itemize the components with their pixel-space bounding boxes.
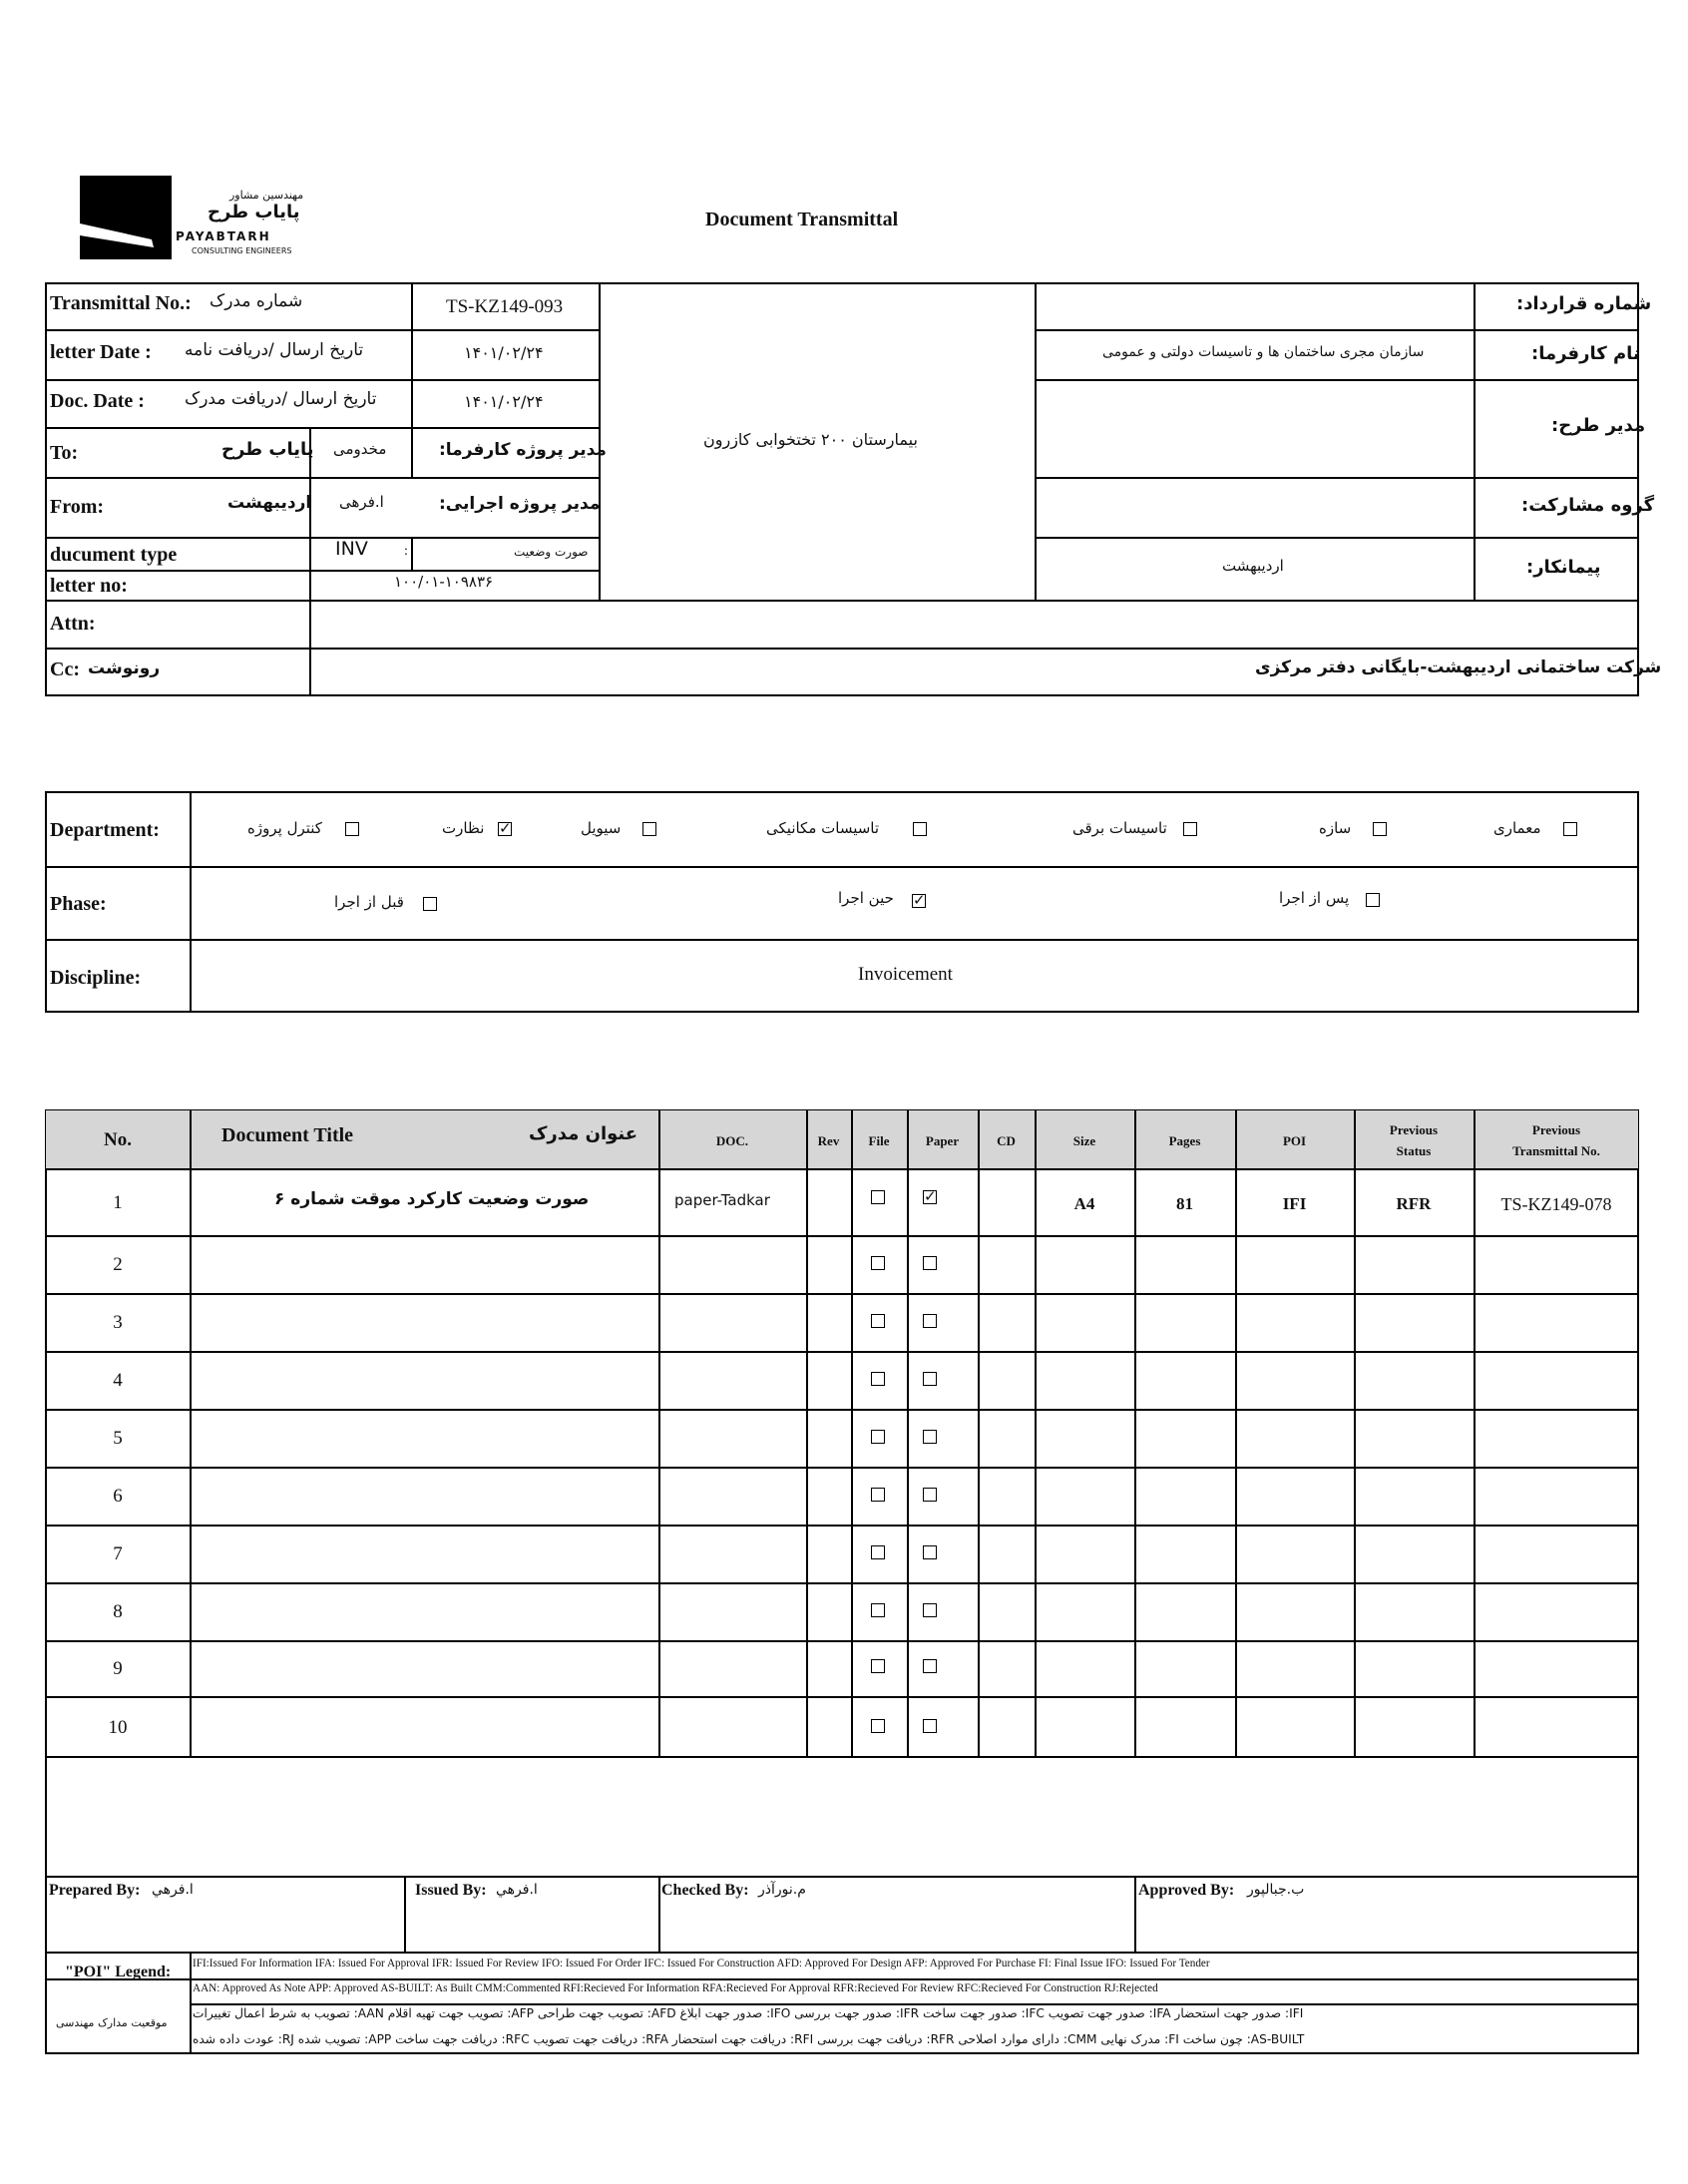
row-paper-checkbox[interactable] <box>923 1719 937 1733</box>
col-header-poi: POI <box>1282 1133 1307 1148</box>
from-label: From: <box>50 496 105 518</box>
to-label: To: <box>50 442 79 464</box>
checked-by-value: م.نورآذر <box>758 1882 806 1898</box>
dept-option-label: سازه <box>1319 819 1352 837</box>
col-header-paper: Paper <box>925 1133 960 1148</box>
dept-option-label: نظارت <box>442 819 485 837</box>
col-header-title-fa: عنوان مدرک <box>529 1123 638 1144</box>
client-label: نام کارفرما: <box>1531 343 1640 364</box>
row-paper-checkbox[interactable] <box>923 1190 937 1204</box>
dept-civil-checkbox[interactable] <box>642 822 656 836</box>
partnership-label: گروه مشارکت: <box>1521 495 1655 516</box>
transmittal-label: Transmittal No.: <box>50 292 192 314</box>
col-header-no: No. <box>104 1129 132 1150</box>
cc-label-fa: رونوشت <box>88 658 161 678</box>
legend-line-1: IFI:Issued For Information IFA: Issued For Approval IFR: Issued For Review IFO: Issued For Order IFC: Issued For Construction AFD: Approved For Design AFP: Approved For Purchase FI: Final Issue IFO: Issued For Tender <box>193 1958 1210 1969</box>
project-name: بیمارستان ۲۰۰ تختخوابی کازرون <box>703 430 918 449</box>
row-file-checkbox[interactable] <box>871 1488 885 1502</box>
transmittal-label-fa: شماره مدرک <box>210 291 303 311</box>
contractor-value: اردیبهشت <box>1222 557 1284 575</box>
doc-date-label-fa: تاریخ ارسال /دریافت مدرک <box>185 389 377 409</box>
row-number: 10 <box>108 1717 128 1738</box>
row-number: 4 <box>113 1370 123 1391</box>
letter-date-label-fa: تاریخ ارسال /دریافت نامه <box>185 340 364 360</box>
legend-fa-line-1: IFI: صدور جهت استحضار IFA: صدور جهت تصویب IFC: صدور جهت ساخت IFR: صدور جهت بررسی IFO: صدور جهت ابلاغ AFD: تصویب جهت طراحی AFP: تصویب جهت تهیه اقلام AAN: تصویب به شرط اعمال تغییرات <box>193 2006 1304 2020</box>
row-title: صورت وضعیت کارکرد موقت شماره ۶ <box>274 1189 590 1209</box>
to-value: پایاب طرح <box>221 439 314 460</box>
letter-no-value: ۱۰۰/۰۱-۱۰۹۸۳۶ <box>394 573 494 591</box>
dept-architecture-checkbox[interactable] <box>1563 822 1577 836</box>
col-header-title-en: Document Title <box>221 1124 354 1146</box>
col-header-pages: Pages <box>1168 1133 1201 1148</box>
row-poi: IFI <box>1282 1194 1307 1213</box>
doc-type-value: INV <box>335 538 368 560</box>
doc-type-label: ducument type <box>50 544 178 566</box>
letter-date: ۱۴۰۱/۰۲/۲۴ <box>464 343 544 362</box>
contractor-label: پیمانکار: <box>1526 557 1601 578</box>
phase-during-execution-checkbox[interactable] <box>912 894 926 908</box>
prepared-by-label: Prepared By: <box>49 1882 141 1899</box>
dept-option-label: سیویل <box>581 819 622 837</box>
row-paper-checkbox[interactable] <box>923 1488 937 1502</box>
row-file-checkbox[interactable] <box>871 1545 885 1559</box>
col-header-doc: DOC. <box>715 1133 749 1148</box>
dept-option-label: کنترل پروژه <box>247 819 322 837</box>
row-number: 8 <box>113 1601 123 1622</box>
discipline-value: Invoicement <box>858 964 953 985</box>
row-paper-checkbox[interactable] <box>923 1372 937 1386</box>
logo-fa-name: پایاب طرح <box>208 202 300 222</box>
legend-fa-label: موقعیت مدارک مهندسی <box>56 2016 168 2029</box>
approved-by-label: Approved By: <box>1138 1882 1235 1899</box>
issued-by-label: Issued By: <box>415 1882 487 1899</box>
row-file-checkbox[interactable] <box>871 1603 885 1617</box>
phase-option-label: حین اجرا <box>838 889 894 907</box>
approved-by-value: ب.جبالپور <box>1247 1882 1305 1898</box>
attn-label: Attn: <box>50 613 96 635</box>
row-doc: paper-Tadkar <box>674 1191 770 1209</box>
logo-mark-icon <box>80 176 172 259</box>
cc-value: شرکت ساختمانی اردیبهشت-بایگانی دفتر مرکزی <box>1255 657 1662 677</box>
doc-date: ۱۴۰۱/۰۲/۲۴ <box>464 392 544 411</box>
phase-pre-execution-checkbox[interactable] <box>423 897 437 911</box>
col-header-cd: CD <box>997 1133 1016 1148</box>
from-person: ا.فرهی <box>339 493 384 511</box>
row-file-checkbox[interactable] <box>871 1190 885 1204</box>
phase-post-execution-checkbox[interactable] <box>1366 893 1380 907</box>
dept-option-label: معماری <box>1493 819 1541 837</box>
client-pm-label: مدیر پروژه کارفرما: <box>439 440 607 460</box>
logo-sub: CONSULTING ENGINEERS <box>192 246 292 255</box>
letter-date-label: letter Date : <box>50 341 152 363</box>
row-prev-status: RFR <box>1396 1194 1432 1213</box>
prepared-by-value: ا.فرهي <box>152 1882 194 1898</box>
phase-label: Phase: <box>50 893 107 915</box>
phase-option-label: قبل از اجرا <box>334 893 404 911</box>
col-header-prev-transmittal: Transmittal No. <box>1512 1143 1600 1158</box>
issued-by-value: ا.فرهي <box>496 1882 538 1898</box>
dept-option-label: تاسیسات برقی <box>1072 819 1167 837</box>
col-header-prev-transmittal: Previous <box>1531 1122 1581 1137</box>
dept-electrical-checkbox[interactable] <box>1183 822 1197 836</box>
dept-project-control-checkbox[interactable] <box>345 822 359 836</box>
col-header-file: File <box>868 1133 890 1148</box>
dept-supervision-checkbox[interactable] <box>498 822 512 836</box>
checked-by-label: Checked By: <box>661 1882 749 1899</box>
dept-structure-checkbox[interactable] <box>1373 822 1387 836</box>
logo-fa-small: مهندسین مشاور <box>229 189 304 202</box>
doc-date-label: Doc. Date : <box>50 390 145 412</box>
row-number: 1 <box>113 1192 123 1213</box>
department-label: Department: <box>50 819 160 841</box>
legend-fa-line-2: AS-BUILT: چون ساخت FI: مدرک نهایی CMM: دارای موارد اصلاحی RFR: دریافت جهت بررسی RFI: دریافت جهت استحضار RFA: دریافت جهت تصویب RFC: دریافت جهت ساخت APP: تصویب شده RJ: عودت داده شده <box>193 2032 1305 2046</box>
row-number: 3 <box>113 1312 123 1333</box>
row-file-checkbox[interactable] <box>871 1372 885 1386</box>
row-paper-checkbox[interactable] <box>923 1430 937 1444</box>
logo-en: PAYABTARH <box>176 229 271 243</box>
row-prev-transmittal: TS-KZ149-078 <box>1500 1194 1612 1214</box>
col-header-prev-status: Previous <box>1389 1122 1439 1137</box>
row-file-checkbox[interactable] <box>871 1659 885 1673</box>
row-size: A4 <box>1073 1194 1095 1213</box>
row-paper-checkbox[interactable] <box>923 1545 937 1559</box>
row-paper-checkbox[interactable] <box>923 1603 937 1617</box>
row-number: 5 <box>113 1428 123 1449</box>
dept-mechanical-checkbox[interactable] <box>913 822 927 836</box>
row-paper-checkbox[interactable] <box>923 1659 937 1673</box>
row-number: 9 <box>113 1658 123 1679</box>
row-file-checkbox[interactable] <box>871 1256 885 1270</box>
doc-type-fa: صورت وضعیت <box>514 545 589 559</box>
to-person: مخدومی <box>333 440 387 458</box>
doc-type-colon: : <box>404 544 408 559</box>
col-header-prev-status: Status <box>1396 1143 1432 1158</box>
exec-pm-label: مدیر پروژه اجرایی: <box>439 494 601 514</box>
cc-label: Cc: <box>50 658 80 680</box>
legend-line-2: AAN: Approved As Note APP: Approved AS-BUILT: As Built CMM:Commented RFI:Recieved For Information RFA:Recieved For Approval RFR:Recieved For Review RFC:Recieved For Construction RJ:Rejected <box>193 1982 1158 1994</box>
contract-no-label: شماره قرارداد: <box>1516 293 1652 314</box>
row-pages: 81 <box>1176 1194 1193 1213</box>
row-number: 6 <box>113 1486 123 1507</box>
row-paper-checkbox[interactable] <box>923 1256 937 1270</box>
row-file-checkbox[interactable] <box>871 1314 885 1328</box>
from-value: اردیبهشت <box>227 493 312 513</box>
document-title: Document Transmittal <box>705 209 899 230</box>
col-header-size: Size <box>1072 1133 1096 1148</box>
designer-label: مدیر طرح: <box>1551 415 1646 436</box>
letter-no-label: letter no: <box>50 575 128 597</box>
phase-option-label: پس از اجرا <box>1279 889 1350 907</box>
client-value: سازمان مجری ساختمان ها و تاسیسات دولتی و عمومی <box>1102 344 1425 360</box>
company-logo <box>80 176 309 261</box>
transmittal-no: TS-KZ149-093 <box>446 296 564 317</box>
row-paper-checkbox[interactable] <box>923 1314 937 1328</box>
row-number: 7 <box>113 1543 123 1564</box>
col-header-rev: Rev <box>817 1133 840 1148</box>
row-file-checkbox[interactable] <box>871 1430 885 1444</box>
dept-option-label: تاسیسات مکانیکی <box>766 819 880 837</box>
discipline-label: Discipline: <box>50 967 142 989</box>
poi-legend-label: "POI" Legend: <box>65 1964 172 1980</box>
row-file-checkbox[interactable] <box>871 1719 885 1733</box>
row-number: 2 <box>113 1254 123 1275</box>
